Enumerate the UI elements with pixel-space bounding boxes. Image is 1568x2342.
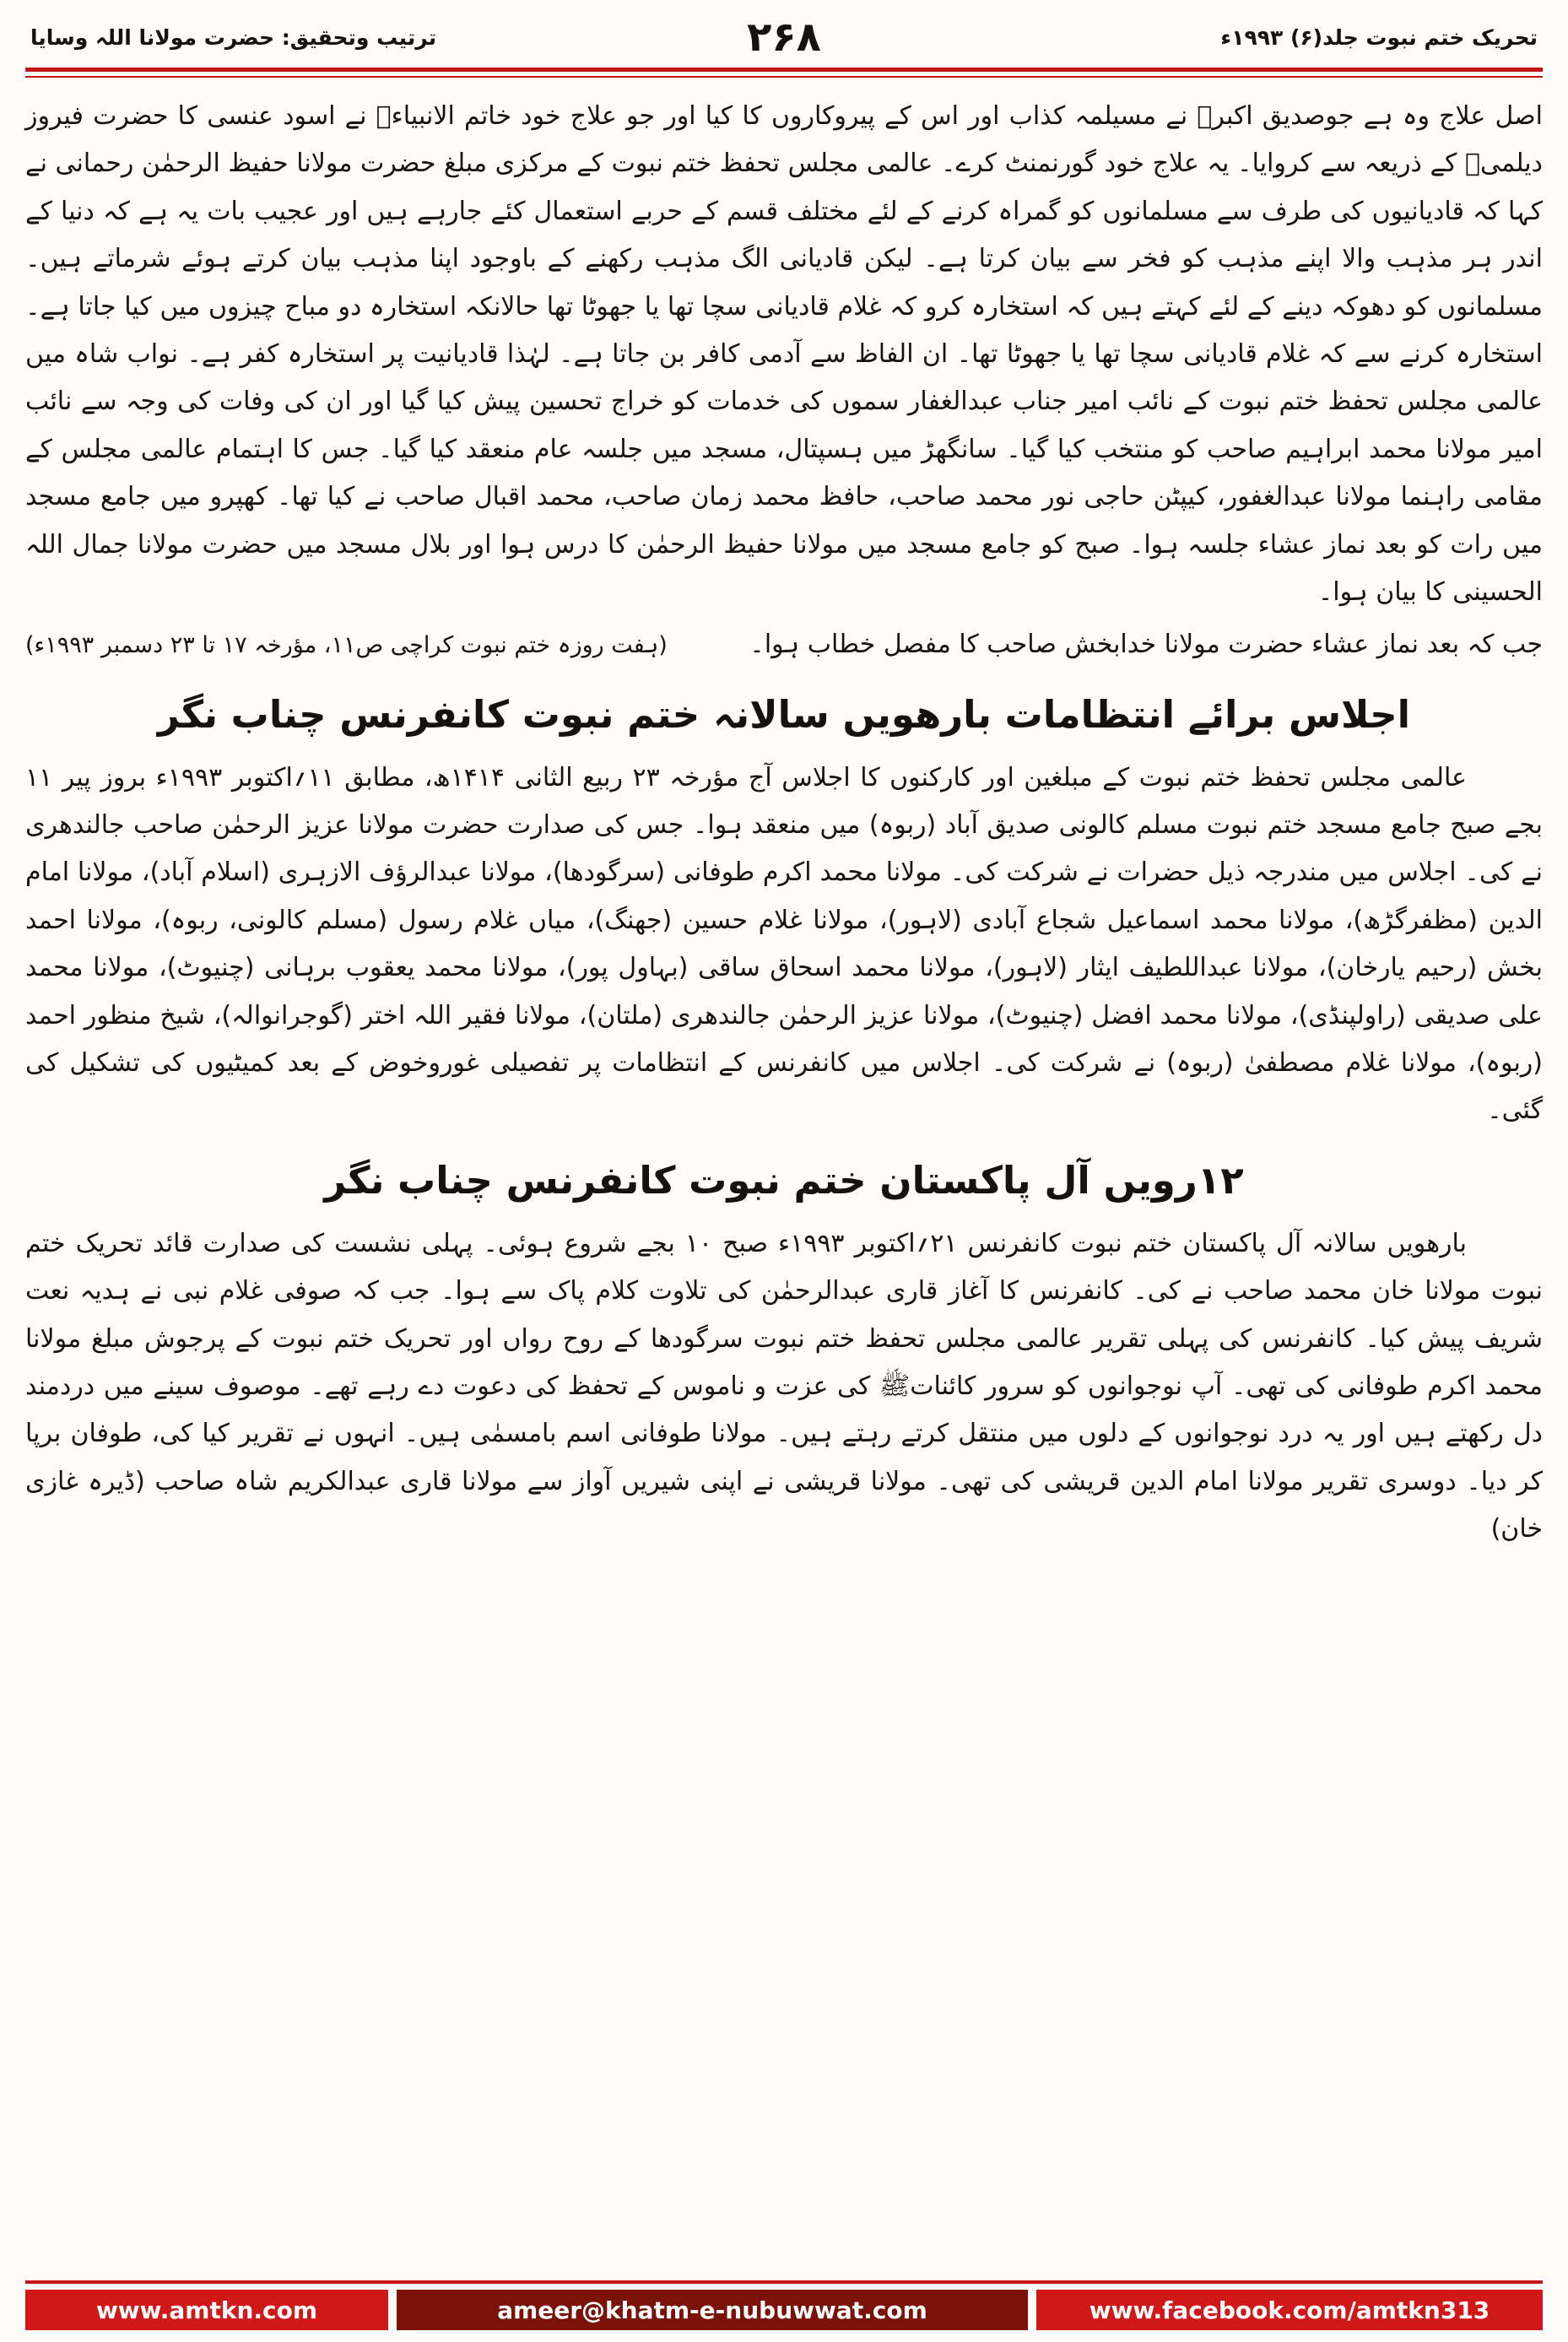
page-body	[25, 78, 1543, 2280]
page-number: ۲۶۸	[747, 14, 821, 61]
paragraph-closing-sentence: جب کہ بعد نماز عشاء حضرت مولانا خدابخش صاحب کا مفصل خطاب ہوا۔	[749, 630, 1543, 660]
header-rule	[25, 68, 1543, 78]
paragraph-last-line	[25, 621, 1543, 668]
page-header	[25, 14, 1543, 68]
paragraph-meeting-details: عالمی مجلس تحفظ ختم نبوت کے مبلغین اور کارکنوں کا اجلاس آج مؤرخہ ۲۳ ربیع الثانی ۱۴۱۴ھ، مطابق ۱۱؍اکتوبر ۱۹۹۳ء بروز پیر ۱۱ بجے صبح جامع مسجد ختم نبوت مسلم کالونی صدیق آباد (ربوہ) میں منعقد ہوا۔ جس کی صدارت حضرت مولانا عزیز الرحمٰن صاحب جالندھری نے کی۔ اجلاس میں مندرجہ ذیل حضرات نے شرکت کی۔ مولانا محمد اکرم طوفانی (سرگودھا)، مولانا عبدالرؤف الازہری (اسلام آباد)، مولانا امام الدین (مظفرگڑھ)، مولانا محمد اسماعیل شجاع آبادی (لاہور)، مولانا غلام حسین (جھنگ)، میاں غلام رسول (مسلم کالونی، ربوہ)، مولانا احمد بخش (رحیم یارخان)، مولانا عبداللطیف ایثار (لاہور)، مولانا محمد اسحاق ساقی (بہاول پور)، مولانا محمد یعقوب برہانی (چنیوٹ)، مولانا محمد علی صدیقی (راولپنڈی)، مولانا محمد افضل (چنیوٹ)، مولانا عزیز الرحمٰن جالندھری (ملتان)، مولانا فقیر اللہ اختر (گوجرانوالہ)، شیخ منظور احمد (ربوہ)، مولانا غلام مصطفیٰ (ربوہ) نے شرکت کی۔ اجلاس میں کانفرنس کے انتظامات پر تفصیلی غوروخوض کے بعد کمیٹیوں کی تشکیل کی گئی۔	[25, 762, 1543, 1126]
footer-website: www.amtkn.com	[25, 2290, 388, 2330]
footer-email: ameer@khatm-e-nubuwwat.com	[397, 2290, 1028, 2330]
footer-bars	[25, 2290, 1543, 2330]
section-heading-conference: ۱۲رویں آل پاکستان ختم نبوت کانفرنس چناب نگر	[324, 1157, 1244, 1203]
paragraph-news-report: اصل علاج وہ ہے جوصدیق اکبرؓ نے مسیلمہ کذاب اور اس کے پیروکاروں کا کیا اور جو علاج خود خاتم الانبیاءﷺ نے اسود عنسی کا حضرت فیروز دیلمیؓ کے ذریعہ سے کروایا۔ یہ علاج خود گورنمنٹ کرے۔ عالمی مجلس تحفظ ختم نبوت کے مرکزی مبلغ حضرت مولانا حفیظ الرحمٰن رحمانی نے کہا کہ قادیانیوں کی طرف سے مسلمانوں کو گمراہ کرنے کے لئے مختلف قسم کے حربے استعمال کئے جارہے ہیں اور عجیب بات یہ ہے کہ دنیا کے اندر ہر مذہب والا اپنے مذہب کو فخر سے بیان کرتا ہے۔ لیکن قادیانی الگ مذہب رکھنے کے باوجود اپنا مذہب بیان کرتے ہوئے شرماتے ہیں۔ مسلمانوں کو دھوکہ دینے کے لئے کہتے ہیں کہ استخارہ کرو کہ غلام قادیانی سچا تھا یا جھوٹا تھا حالانکہ استخارہ دو مباح چیزوں میں کیا جاتا ہے۔ استخارہ کرنے سے کہ غلام قادیانی سچا تھا یا جھوٹا تھا۔ ان الفاظ سے آدمی کافر بن جاتا ہے۔ لہٰذا قادیانیت پر استخارہ کفر ہے۔ نواب شاہ میں عالمی مجلس تحفظ ختم نبوت کے نائب امیر جناب عبدالغفار سموں کی خدمات کو خراج تحسین پیش کیا گیا اور ان کی وفات کی وجہ سے نائب امیر مولانا محمد ابراہیم صاحب کو منتخب کیا گیا۔ سانگھڑ میں ہسپتال، مسجد میں جلسہ عام منعقد کیا گیا۔ جس کا اہتمام عالمی مجلس کے مقامی راہنما مولانا عبدالغفور، کیپٹن حاجی نور محمد صاحب، حافظ محمد زمان صاحب، محمد اقبال صاحب نے کیا تھا۔ کھپرو میں جامع مسجد میں رات کو بعد نماز عشاء جلسہ ہوا۔ صبح کو جامع مسجد میں مولانا حفیظ الرحمٰن کا درس ہوا اور بلال مسجد میں حضرت مولانا جمال اللہ الحسینی کا بیان ہوا۔	[25, 101, 1544, 607]
header-editor-credit: ترتیب وتحقیق: حضرت مولانا اللہ وسایا	[30, 24, 437, 50]
page-footer	[25, 2280, 1543, 2330]
citation-reference: (ہفت روزہ ختم نبوت کراچی ص۱۱، مؤرخہ ۱۷ تا ۲۳ دسمبر ۱۹۹۳ء)	[25, 632, 668, 659]
footer-facebook: www.facebook.com/amtkn313	[1036, 2290, 1543, 2330]
footer-rule	[25, 2280, 1543, 2284]
header-book-title: تحریک ختم نبوت جلد(۶) ۱۹۹۳ء	[1220, 24, 1538, 50]
header-rule-thick	[25, 68, 1543, 72]
section-heading-meeting: اجلاس برائے انتظامات بارھویں سالانہ ختم نبوت کانفرنس چناب نگر	[157, 691, 1411, 737]
paragraph-conference-details: بارھویں سالانہ آل پاکستان ختم نبوت کانفرنس ۲۱؍اکتوبر ۱۹۹۳ء صبح ۱۰ بجے شروع ہوئی۔ پہلی نشست کی صدارت قائد تحریک ختم نبوت مولانا خان محمد صاحب نے کی۔ کانفرنس کا آغاز قاری عبدالرحمٰن کی تلاوت کلام پاک سے ہوا۔ جب کہ صوفی غلام نبی نے ہدیہ نعت شریف پیش کیا۔ کانفرنس کی پہلی تقریر عالمی مجلس تحفظ ختم نبوت سرگودھا کے روح رواں اور تحریک ختم نبوت کے پرجوش مبلغ مولانا محمد اکرم طوفانی کی تھی۔ آپ نوجوانوں کو سرور کائناتﷺ کی عزت و ناموس کے تحفظ کی دعوت دے رہے تھے۔ موصوف سینے میں دردمند دل رکھتے ہیں اور یہ درد نوجوانوں کے دلوں میں منتقل کرتے رہتے ہیں۔ مولانا طوفانی اسم بامسمٰی ہیں۔ انہوں نے تقریر کیا کی، طوفان برپا کر دیا۔ دوسری تقریر مولانا امام الدین قریشی کی تھی۔ مولانا قریشی نے اپنی شیریں آواز سے مولانا قاری عبدالکریم شاہ صاحب (ڈیرہ غازی خان)	[25, 1228, 1543, 1544]
